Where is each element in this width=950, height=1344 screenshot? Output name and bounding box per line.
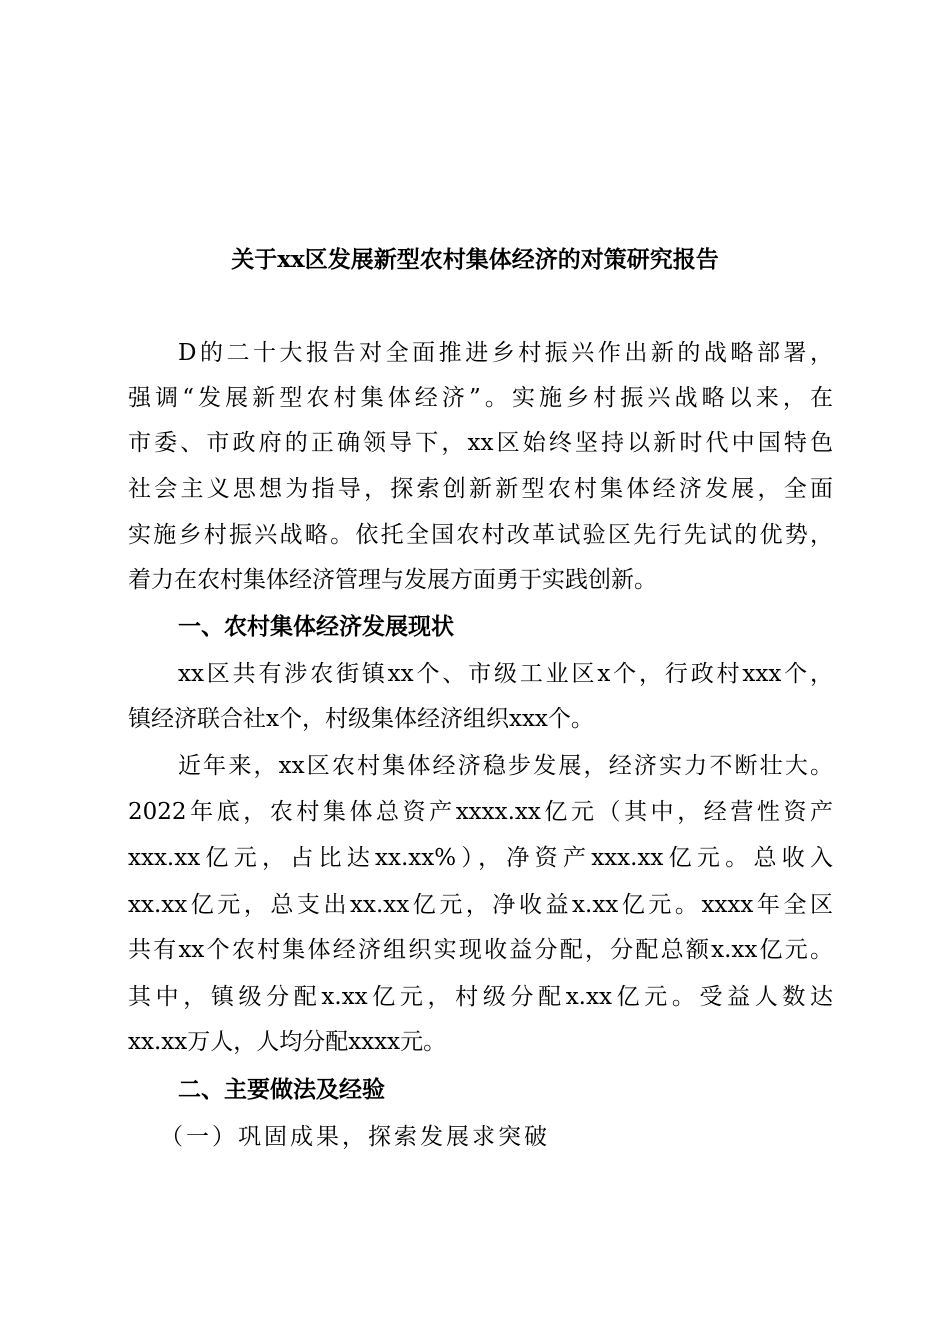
intro-line-5: 实施乡村振兴战略。依托全国农村改革试验区先行先试的优势，	[128, 522, 833, 548]
section1-para2-line-7: xx.xx万人，人均分配xxxx元。	[128, 1029, 447, 1055]
section1-para2-line-2: 2022年底，农村集体总资产xxxx.xx亿元（其中，经营性资产	[128, 799, 833, 825]
section1-para2-line-6: 其中，镇级分配x.xx亿元，村级分配x.xx亿元。受益人数达	[128, 984, 833, 1010]
intro-line-3: 市委、市政府的正确领导下，xx区始终坚持以新时代中国特色	[128, 430, 833, 456]
intro-line-1: D的二十大报告对全面推进乡村振兴作出新的战略部署，	[178, 340, 833, 366]
section1-para2-line-1: 近年来，xx区农村集体经济稳步发展，经济实力不断壮大。	[178, 753, 833, 779]
section1-para1-line-2: 镇经济联合社x个，村级集体经济组织xxx个。	[128, 706, 594, 732]
intro-line-6: 着力在农村集体经济管理与发展方面勇于实践创新。	[128, 567, 657, 593]
intro-line-4: 社会主义思想为指导，探索创新新型农村集体经济发展，全面	[128, 476, 833, 502]
intro-line-2: 强调“发展新型农村集体经济”。实施乡村振兴战略以来，在	[128, 385, 833, 411]
section1-para2-line-5: 共有xx个农村集体经济组织实现收益分配，分配总额x.xx亿元。	[128, 937, 833, 963]
section1-para2-line-4: xx.xx亿元，总支出xx.xx亿元，净收益x.xx亿元。xxxx年全区	[128, 892, 833, 918]
subsection-heading-1: （一）巩固成果，探索发展求突破	[160, 1124, 550, 1150]
section1-para2-line-3: xxx.xx亿元，占比达xx.xx%），净资产xxx.xx亿元。总收入	[128, 845, 833, 871]
section-heading-1: 一、农村集体经济发展现状	[178, 614, 454, 640]
section-heading-2: 二、主要做法及经验	[178, 1077, 385, 1103]
section1-para1-line-1: xx区共有涉农街镇xx个、市级工业区x个，行政村xxx个，	[178, 661, 833, 687]
document-title: 关于xx区发展新型农村集体经济的对策研究报告	[231, 246, 719, 273]
